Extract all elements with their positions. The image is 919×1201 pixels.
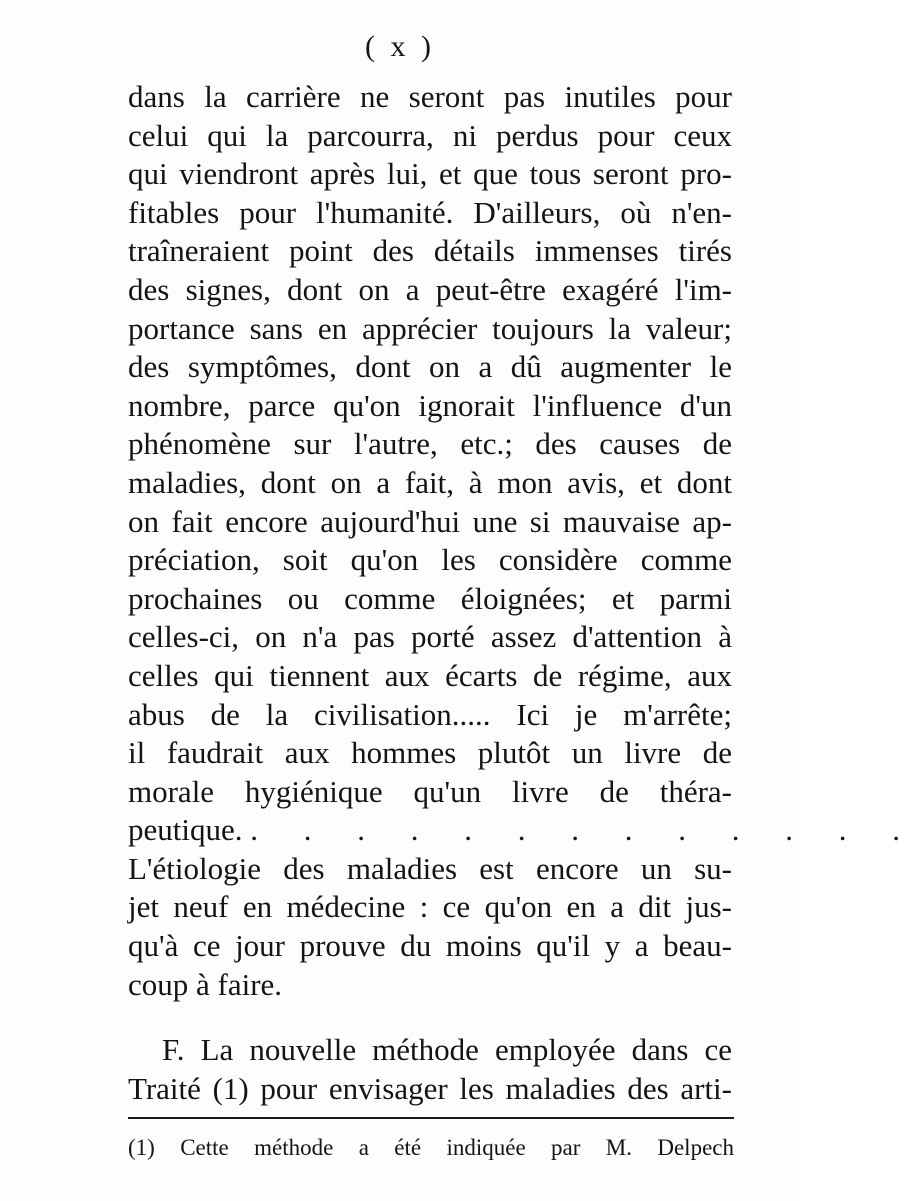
text-line: portance sans en apprécier toujours la valeur; <box>128 310 732 346</box>
text-line: qu'à ce jour prouve du moins qu'il y a beau- <box>128 928 732 964</box>
text-line: Traité (1) pour envisager les maladies des arti- <box>128 1070 732 1106</box>
text-line: préciation, soit qu'on les considère comme <box>128 542 732 578</box>
text-line: L'étiologie des maladies est encore un su- <box>128 850 732 886</box>
text-line: il faudrait aux hommes plutôt un livre de <box>128 735 732 771</box>
paragraph-gap <box>128 1004 732 1031</box>
text-line: coup à faire. <box>128 966 283 1002</box>
text-line: des symptômes, dont on a dû augmenter le <box>128 349 732 385</box>
text-line: phénomène sur l'autre, etc.; des causes de <box>128 426 732 462</box>
footnote-rule <box>128 1117 734 1119</box>
page-number: ( x ) <box>365 30 435 63</box>
text-line: abus de la civilisation..... Ici je m'arrête; <box>128 696 732 732</box>
footnote: (1) Cette méthode a été indiquée par M. Delpech <box>128 1135 734 1160</box>
text-line: on fait encore aujourd'hui une si mauvaise ap- <box>128 503 732 539</box>
body-text <box>128 78 919 1108</box>
text-line-dot-leader <box>128 811 919 850</box>
text-line: celui qui la parcourra, ni perdus pour ceux <box>128 117 732 153</box>
text-line: des signes, dont on a peut-être exagéré l'im- <box>128 271 732 307</box>
text-line: prochaines ou comme éloignées; et parmi <box>128 580 732 616</box>
dots-line-word: peutique. <box>128 812 243 848</box>
text-line: celles-ci, on n'a pas porté assez d'attention à <box>128 619 732 655</box>
text-line: nombre, parce qu'on ignorait l'influence d'un <box>128 387 732 423</box>
text-line: celles qui tiennent aux écarts de régime, aux <box>128 657 732 693</box>
text-line: jet neuf en médecine : ce qu'on en a dit jus- <box>128 889 732 925</box>
text-line: traîneraient point des détails immenses tirés <box>128 233 732 269</box>
dot-leader: . . . . . . . . . . . . . <box>250 812 919 848</box>
text-line: F. La nouvelle méthode employée dans ce <box>162 1032 732 1068</box>
text-line: fitables pour l'humanité. D'ailleurs, où n'en- <box>128 194 732 230</box>
text-line: maladies, dont on a fait, à mon avis, et dont <box>128 464 732 500</box>
text-line: qui viendront après lui, et que tous seront pro- <box>128 156 732 192</box>
text-line: morale hygiénique qu'un livre de théra- <box>128 773 732 809</box>
text-line: dans la carrière ne seront pas inutiles pour <box>128 79 732 114</box>
